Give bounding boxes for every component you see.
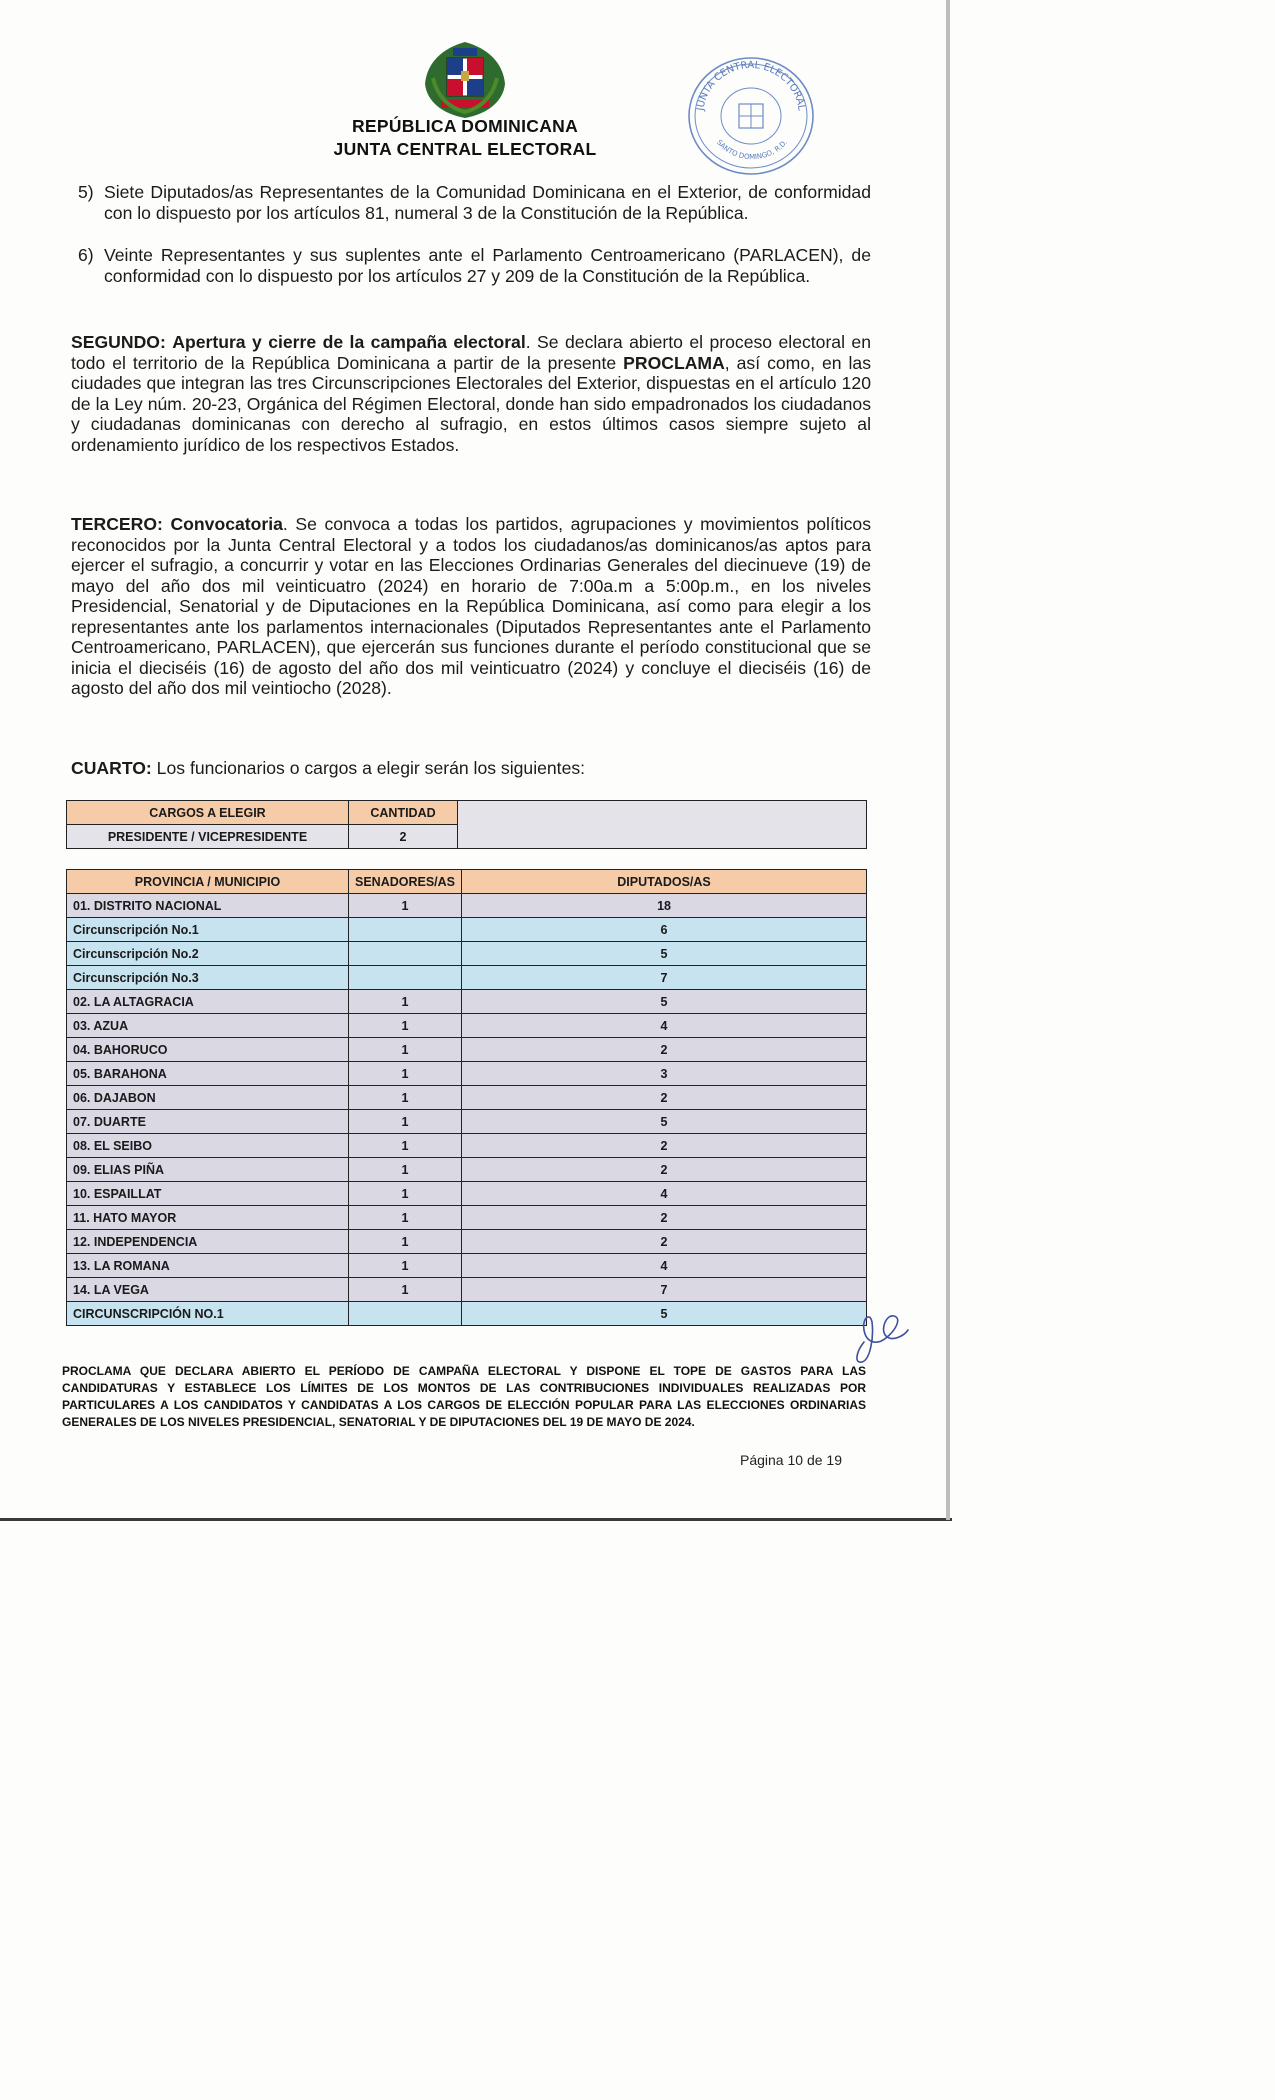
- senadores-cell: [349, 1302, 462, 1326]
- provincia-cell: 09. ELIAS PIÑA: [67, 1158, 349, 1182]
- diputados-header-cell: DIPUTADOS/AS: [462, 870, 867, 894]
- table-row: [67, 1062, 867, 1086]
- list-item-text: Siete Diputados/as Representantes de la Comunidad Dominicana en el Exterior, de conformidad con lo dispuesto por los artículos 81, numeral 3 de la Constitución de la República.: [104, 182, 871, 223]
- diputados-cell: 5: [462, 1302, 867, 1326]
- table-row: [67, 1110, 867, 1134]
- senadores-cell: 1: [349, 1038, 462, 1062]
- senadores-cell: 1: [349, 1062, 462, 1086]
- list-item-text: Veinte Representantes y sus suplentes ante el Parlamento Centroamericano (PARLACEN), de conformidad con lo dispuesto por los artículos 27 y 209 de la Constitución de la República.: [104, 245, 871, 286]
- diputados-cell: 2: [462, 1158, 867, 1182]
- scan-right-edge: [946, 0, 950, 1520]
- table-row: [67, 1038, 867, 1062]
- table-row: [67, 1182, 867, 1206]
- diputados-cell: 3: [462, 1062, 867, 1086]
- table-row: [67, 918, 867, 942]
- provincia-header-cell: PROVINCIA / MUNICIPIO: [67, 870, 349, 894]
- diputados-cell: 2: [462, 1206, 867, 1230]
- provincia-cell: 12. INDEPENDENCIA: [67, 1230, 349, 1254]
- page-number: Página 10 de 19: [740, 1452, 842, 1468]
- provincia-cell: 05. BARAHONA: [67, 1062, 349, 1086]
- senadores-cell: 1: [349, 1278, 462, 1302]
- table-row: [67, 942, 867, 966]
- tercero-paragraph: [71, 514, 871, 699]
- provincia-cell: 13. LA ROMANA: [67, 1254, 349, 1278]
- senadores-cell: 1: [349, 990, 462, 1014]
- blank-cell: [458, 801, 867, 849]
- table-row: [67, 894, 867, 918]
- list-number: 5): [78, 182, 94, 202]
- scan-bottom-edge: [0, 1518, 952, 1521]
- provincia-cell: 08. EL SEIBO: [67, 1134, 349, 1158]
- provincia-cell: Circunscripción No.1: [67, 918, 349, 942]
- diputados-cell: 2: [462, 1230, 867, 1254]
- diputados-cell: 4: [462, 1014, 867, 1038]
- segundo-text-a: . Se declara abierto el proceso electoral en todo el territorio de la República Dominicana a partir de la presente: [71, 332, 871, 373]
- diputados-cell: 7: [462, 966, 867, 990]
- footer-note: PROCLAMA QUE DECLARA ABIERTO EL PERÍODO DE CAMPAÑA ELECTORAL Y DISPONE EL TOPE DE GASTOS PARA LAS CANDIDATURAS Y ESTABLECE LOS LÍMITES DE LOS MONTOS DE LAS CONTRIBUCIONES INDIVIDUALES REALIZADAS POR PARTICULARES A LOS CANDIDATOS Y CANDIDATAS A LOS CARGOS DE ELECCIÓN POPULAR PARA LAS ELECCIONES ORDINARIAS GENERALES DE LOS NIVELES PRESIDENCIAL, SENATORIAL Y DE DIPUTACIONES DEL 19 DE MAYO DE 2024.: [62, 1364, 866, 1429]
- table-row: [67, 990, 867, 1014]
- segundo-paragraph: [71, 332, 871, 455]
- table-row: [67, 1206, 867, 1230]
- senadores-cell: 1: [349, 1014, 462, 1038]
- senadores-cell: 1: [349, 1254, 462, 1278]
- table-row: [67, 1086, 867, 1110]
- table-row: [67, 966, 867, 990]
- provincia-cell: 06. DAJABON: [67, 1086, 349, 1110]
- country-title: REPÚBLICA DOMINICANA: [351, 116, 579, 136]
- senadores-cell: 1: [349, 1086, 462, 1110]
- list-item-5: [78, 182, 871, 223]
- cantidad-cell: 2: [349, 825, 458, 849]
- institution-title: JUNTA CENTRAL ELECTORAL: [333, 139, 597, 159]
- diputados-cell: 5: [462, 1110, 867, 1134]
- tercero-heading: Convocatoria: [170, 514, 283, 534]
- cuarto-label: CUARTO:: [71, 758, 152, 778]
- provincia-cell: Circunscripción No.3: [67, 966, 349, 990]
- provincia-cell: 04. BAHORUCO: [67, 1038, 349, 1062]
- senadores-cell: [349, 942, 462, 966]
- diputados-cell: 7: [462, 1278, 867, 1302]
- senadores-cell: 1: [349, 894, 462, 918]
- provincia-cell: 07. DUARTE: [67, 1110, 349, 1134]
- senadores-cell: 1: [349, 1182, 462, 1206]
- provincia-cell: 02. LA ALTAGRACIA: [67, 990, 349, 1014]
- tercero-label: TERCERO:: [71, 514, 163, 534]
- provincia-cell: CIRCUNSCRIPCIÓN NO.1: [67, 1302, 349, 1326]
- table-row: [67, 1254, 867, 1278]
- proclama-word: PROCLAMA: [623, 352, 725, 373]
- diputados-cell: 5: [462, 942, 867, 966]
- senadores-cell: 1: [349, 1230, 462, 1254]
- provincia-cell: 14. LA VEGA: [67, 1278, 349, 1302]
- provincia-cell: 10. ESPAILLAT: [67, 1182, 349, 1206]
- cantidad-header-cell: CANTIDAD: [349, 801, 458, 825]
- cargo-cell: PRESIDENTE / VICEPRESIDENTE: [67, 825, 349, 849]
- segundo-heading: Apertura y cierre de la campaña electoral: [172, 332, 526, 352]
- table-row: [67, 1014, 867, 1038]
- table-row: [67, 1278, 867, 1302]
- senadores-cell: 1: [349, 1206, 462, 1230]
- senadores-cell: [349, 966, 462, 990]
- seal-bottom-text: SANTO DOMINGO, R.D.: [714, 138, 790, 162]
- list-item-6: [78, 245, 871, 286]
- segundo-label: SEGUNDO:: [71, 332, 166, 352]
- provincia-cell: Circunscripción No.2: [67, 942, 349, 966]
- diputados-cell: 4: [462, 1254, 867, 1278]
- diputados-cell: 2: [462, 1038, 867, 1062]
- diputados-cell: 5: [462, 990, 867, 1014]
- seal-top-text: JUNTA CENTRAL ELECTORAL: [695, 59, 807, 112]
- provincia-cell: 11. HATO MAYOR: [67, 1206, 349, 1230]
- cargos-header-row: [67, 801, 867, 825]
- provincia-cell: 01. DISTRITO NACIONAL: [67, 894, 349, 918]
- table-row: [67, 1302, 867, 1326]
- cuarto-paragraph: [71, 758, 871, 779]
- diputados-cell: 4: [462, 1182, 867, 1206]
- segundo-text-b: , así como, en las ciudades que integran las tres Circunscripciones Electorales del Exterior, dispuestas en el artículo 120 de la Ley núm. 20-23, Orgánica del Régimen Electoral, donde han sido empadronados los ciudadanos y ciudadanas dominicanas con derecho al sufragio, en estos últimos casos siempre sujeto al ordenamiento jurídico de los respectivos Estados.: [71, 352, 871, 455]
- diputados-cell: 2: [462, 1134, 867, 1158]
- cargos-header-cell: CARGOS A ELEGIR: [67, 801, 349, 825]
- coat-of-arms-icon: [413, 38, 517, 122]
- senadores-cell: 1: [349, 1110, 462, 1134]
- tercero-text: . Se convoca a todas los partidos, agrupaciones y movimientos políticos reconocidos por la Junta Central Electoral y a todos los ciudadanos/as dominicanos/as aptos para ejercer el sufragio, a concurrir y votar en las Elecciones Ordinarias Generales del diecinueve (19) de mayo del año dos mil veinticuatro (2024) en horario de 7:00a.m a 5:00p.m., en los niveles Presidencial, Senatorial y de Diputaciones en la República Dominicana, así como para elegir a los representantes ante los parlamentos internacionales (Diputados Representantes ante el Parlamento Centroamericano, PARLACEN), que ejercerán sus funciones durante el período constitucional que se inicia el dieciséis (16) de agosto del año dos mil veinticuatro (2024) y concluye el dieciséis (16) de agosto del año dos mil veintiocho (2028).: [71, 514, 872, 698]
- provincia-table: [66, 869, 867, 1326]
- table-row: [67, 1134, 867, 1158]
- table-row: [67, 1230, 867, 1254]
- handwritten-initials-signature: [842, 1308, 912, 1368]
- diputados-cell: 2: [462, 1086, 867, 1110]
- jce-seal-stamp: [681, 50, 821, 180]
- table-row: [67, 1158, 867, 1182]
- diputados-cell: 6: [462, 918, 867, 942]
- senadores-cell: 1: [349, 1158, 462, 1182]
- senadores-cell: [349, 918, 462, 942]
- senadores-header-cell: SENADORES/AS: [349, 870, 462, 894]
- senadores-cell: 1: [349, 1134, 462, 1158]
- cuarto-text: Los funcionarios o cargos a elegir serán los siguientes:: [151, 758, 586, 778]
- list-number: 6): [78, 245, 94, 265]
- cargos-table: [66, 800, 867, 849]
- diputados-cell: 18: [462, 894, 867, 918]
- provincia-cell: 03. AZUA: [67, 1014, 349, 1038]
- provincia-header-row: [67, 870, 867, 894]
